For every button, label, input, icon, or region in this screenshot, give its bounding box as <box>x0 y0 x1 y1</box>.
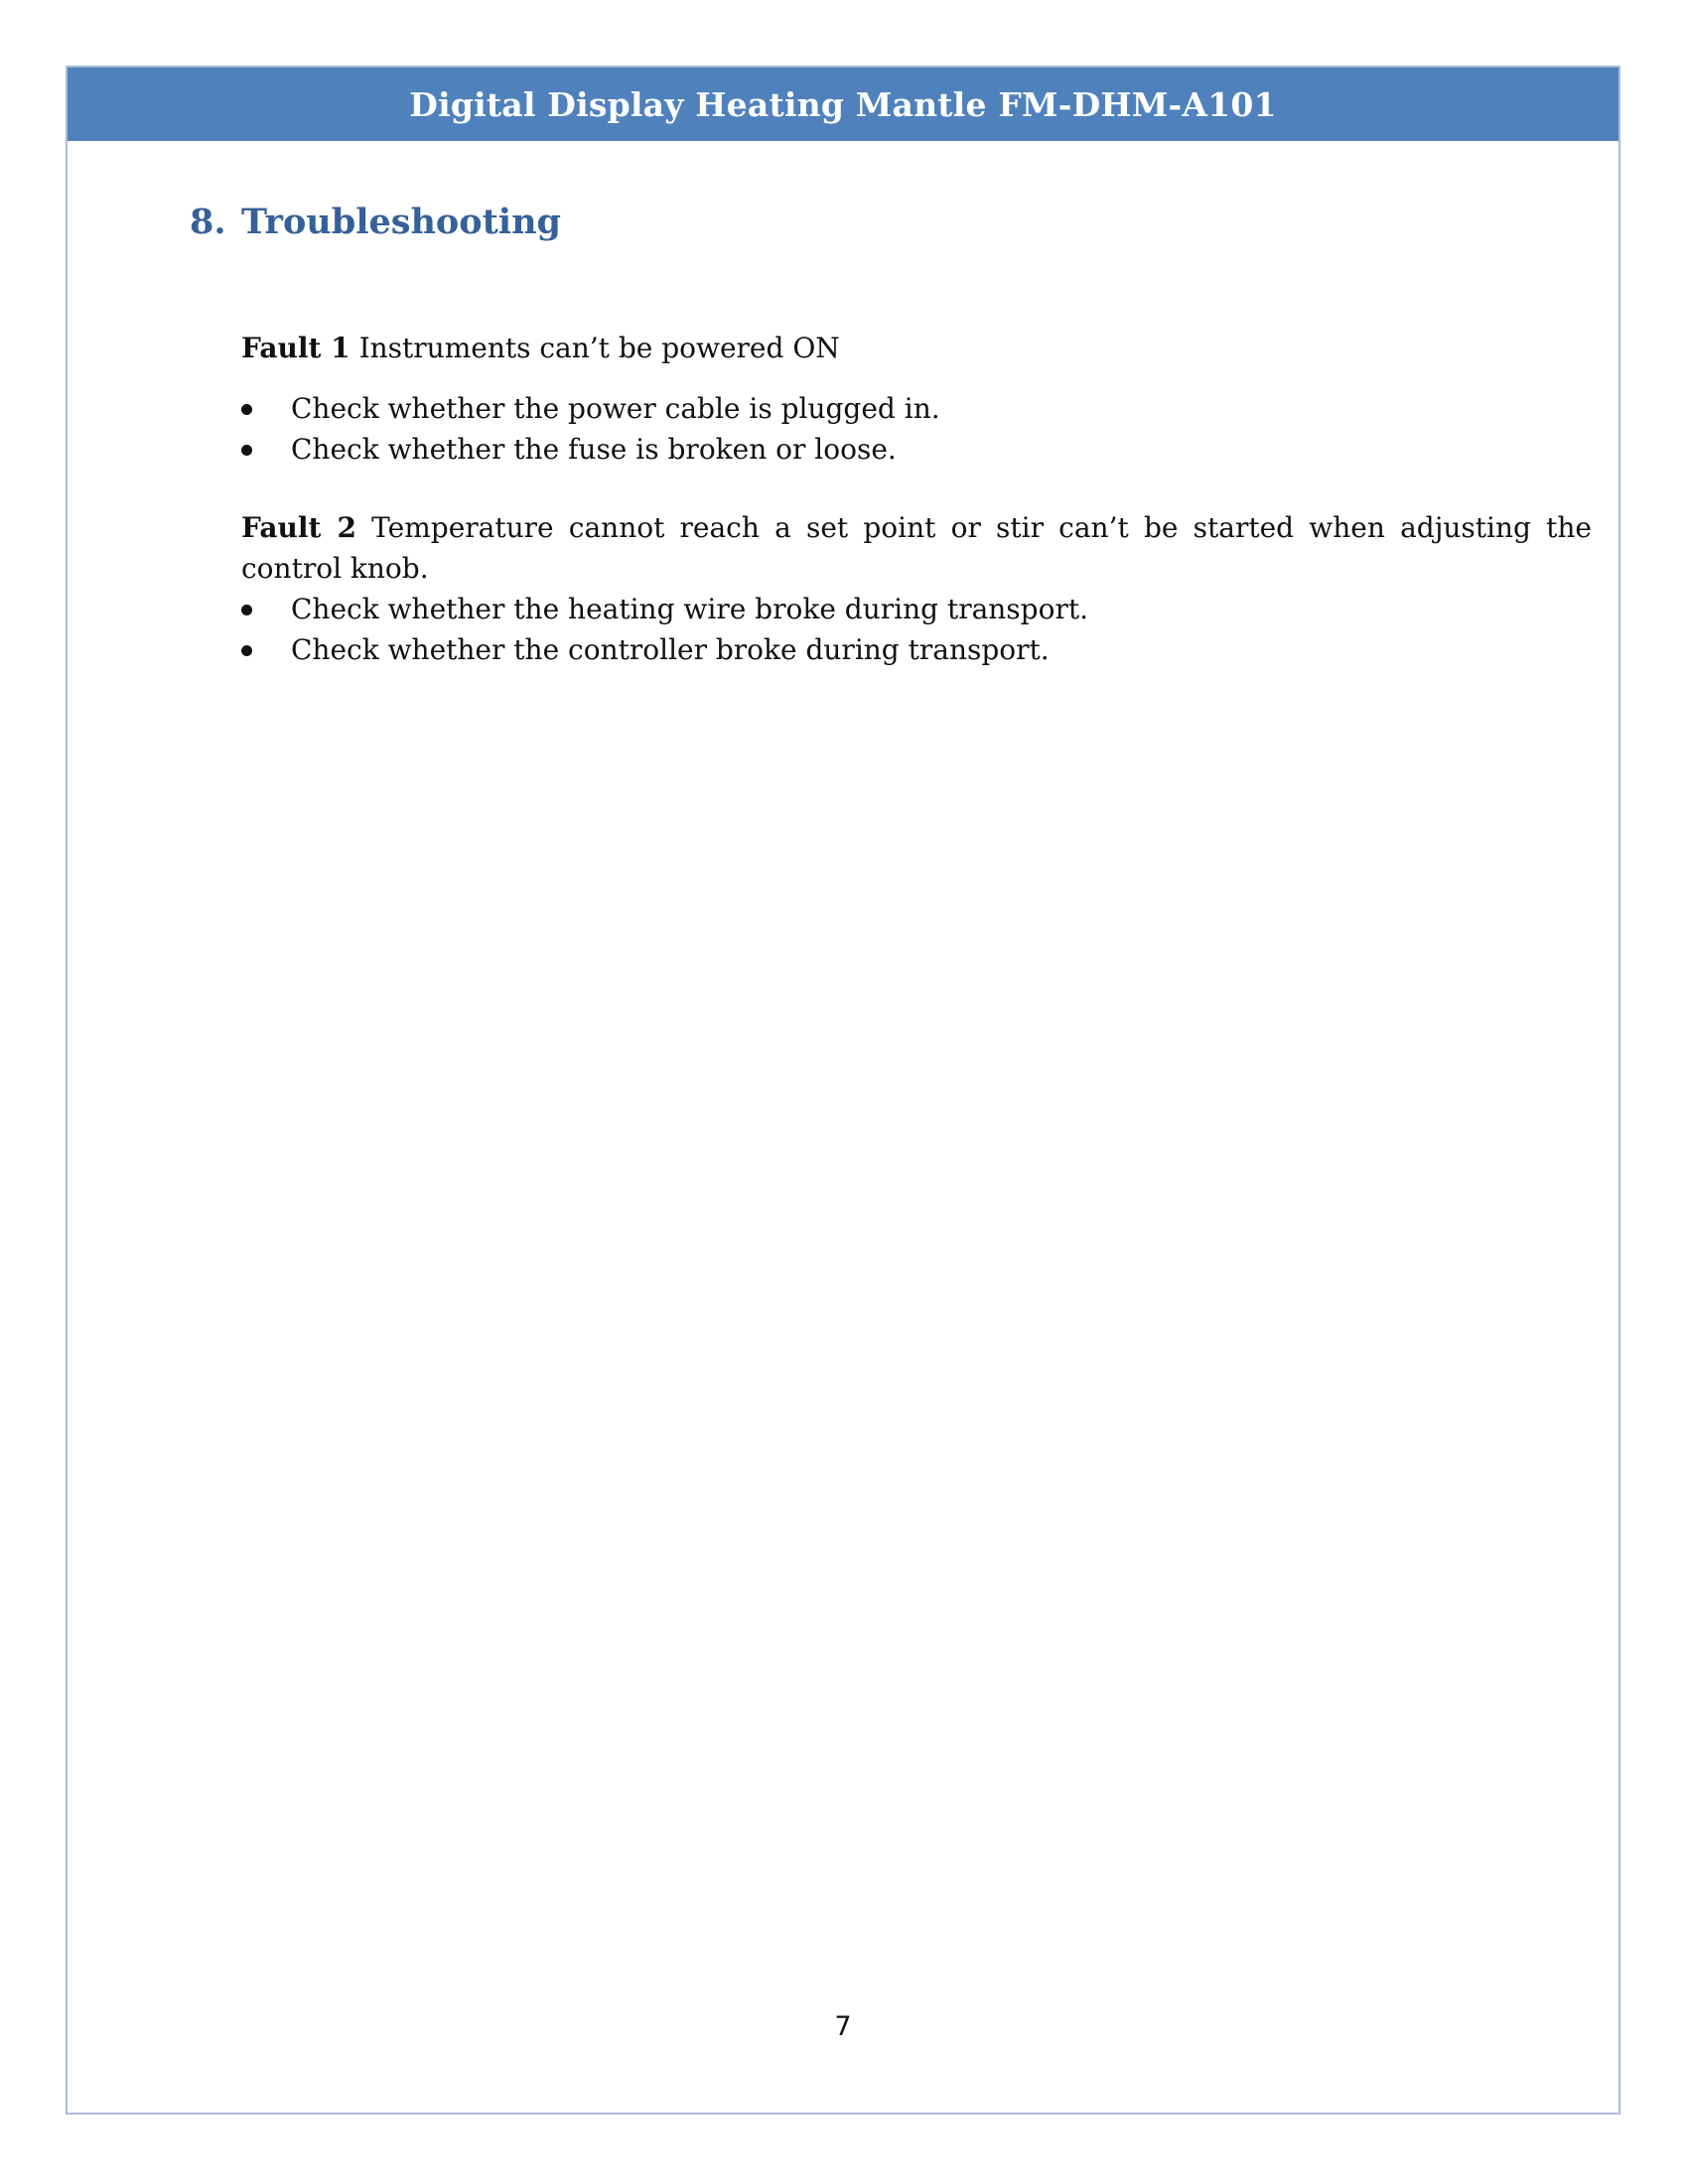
bullet-icon <box>241 645 252 656</box>
document-title: Digital Display Heating Mantle FM-DHM-A101 <box>409 84 1277 124</box>
fault-1-heading <box>241 328 1592 368</box>
fault-2-checklist <box>241 589 1592 670</box>
list-item <box>241 429 1592 470</box>
fault-2-description: Temperature cannot reach a set point or stir can’t be started when adjusting the control knob. <box>241 511 1592 585</box>
list-item <box>241 589 1592 629</box>
check-text: Check whether the controller broke during transport. <box>291 633 1050 666</box>
header-bar <box>68 68 1618 141</box>
section-heading <box>190 202 561 242</box>
fault-1-checklist <box>241 388 1592 470</box>
fault-1-description: Instruments can’t be powered ON <box>358 332 840 364</box>
fault-2-label: Fault 2 <box>241 511 356 544</box>
page-frame <box>66 66 1620 2115</box>
section-number: 8. <box>190 202 226 242</box>
section-title: Troubleshooting <box>241 202 561 242</box>
list-item <box>241 629 1592 670</box>
fault-2-block <box>241 507 1592 670</box>
check-text: Check whether the power cable is plugged in. <box>291 392 940 425</box>
check-text: Check whether the heating wire broke during transport. <box>291 593 1088 625</box>
list-item <box>241 388 1592 429</box>
fault-1-label: Fault 1 <box>241 332 351 364</box>
bullet-icon <box>241 605 252 615</box>
fault-1-block <box>241 328 1592 470</box>
page-number: 7 <box>834 2011 852 2042</box>
check-text: Check whether the fuse is broken or loose. <box>291 433 897 466</box>
bullet-icon <box>241 445 252 456</box>
bullet-icon <box>241 404 252 415</box>
fault-2-heading <box>241 507 1592 589</box>
